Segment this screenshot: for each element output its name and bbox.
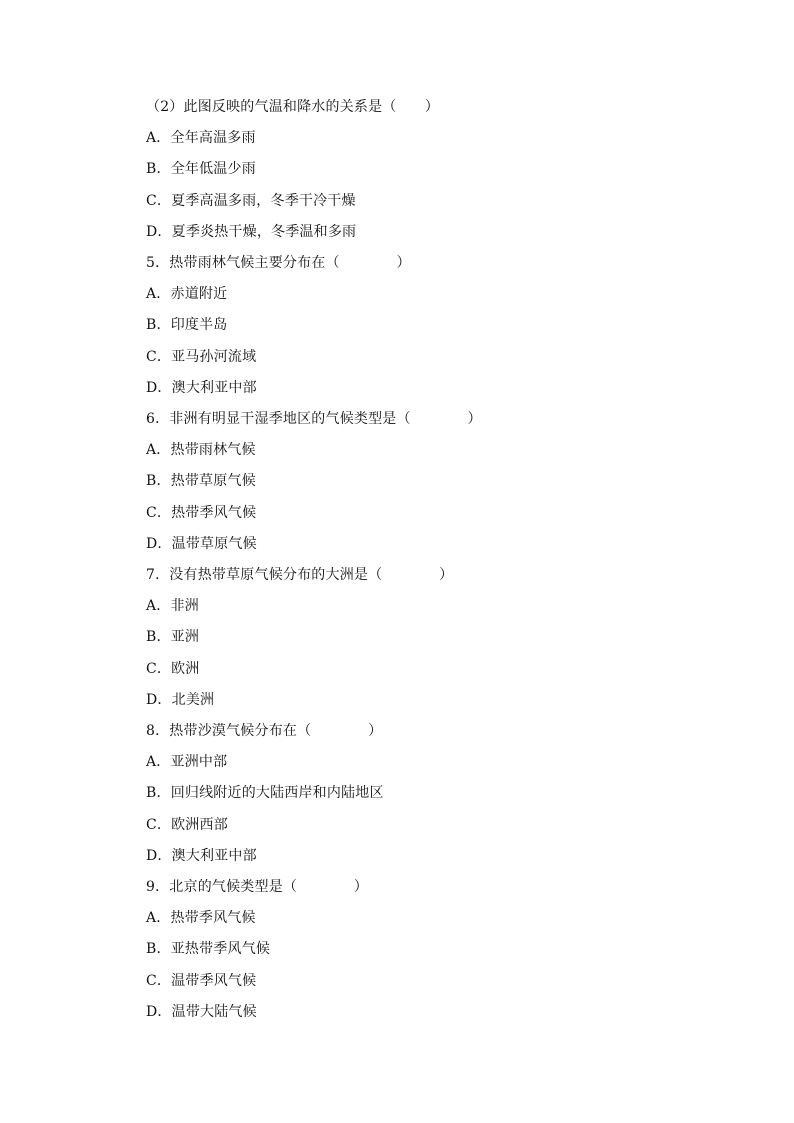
q6-option-d: D．温带草原气候 xyxy=(146,536,257,552)
question-5-stem: 5．热带雨林气候主要分布在（ ） xyxy=(146,255,411,271)
q5-option-a: A．赤道附近 xyxy=(146,286,228,302)
q2-option-d: D．夏季炎热干燥，冬季温和多雨 xyxy=(146,224,357,240)
q9-option-c: C．温带季风气候 xyxy=(146,973,257,989)
q5-option-c: C．亚马孙河流域 xyxy=(146,349,257,365)
q8-option-c: C．欧洲西部 xyxy=(146,817,228,833)
question-2-stem: （2）此图反映的气温和降水的关系是（ ） xyxy=(146,99,440,115)
q2-option-c: C．夏季高温多雨，冬季干冷干燥 xyxy=(146,193,356,209)
q8-option-d: D．澳大利亚中部 xyxy=(146,848,257,864)
q5-option-b: B．印度半岛 xyxy=(146,317,228,333)
q8-option-a: A．亚洲中部 xyxy=(146,754,228,770)
q8-option-b: B．回归线附近的大陆西岸和内陆地区 xyxy=(146,785,384,801)
question-8-stem: 8．热带沙漠气候分布在（ ） xyxy=(146,723,383,739)
q6-option-a: A．热带雨林气候 xyxy=(146,442,256,458)
question-6-stem: 6．非洲有明显干湿季地区的气候类型是（ ） xyxy=(146,411,482,427)
question-7-stem: 7．没有热带草原气候分布的大洲是（ ） xyxy=(146,567,454,583)
q2-option-b: B．全年低温少雨 xyxy=(146,161,256,177)
q7-option-b: B．亚洲 xyxy=(146,629,200,645)
q9-option-a: A．热带季风气候 xyxy=(146,910,256,926)
q5-option-d: D．澳大利亚中部 xyxy=(146,380,257,396)
q6-option-c: C．热带季风气候 xyxy=(146,505,257,521)
q7-option-d: D．北美洲 xyxy=(146,692,215,708)
q7-option-c: C．欧洲 xyxy=(146,661,200,677)
q2-option-a: A．全年高温多雨 xyxy=(146,130,256,146)
q9-option-d: D．温带大陆气候 xyxy=(146,1004,257,1020)
q9-option-b: B．亚热带季风气候 xyxy=(146,941,271,957)
q7-option-a: A．非洲 xyxy=(146,598,199,614)
question-9-stem: 9．北京的气候类型是（ ） xyxy=(146,879,369,895)
q6-option-b: B．热带草原气候 xyxy=(146,473,256,489)
